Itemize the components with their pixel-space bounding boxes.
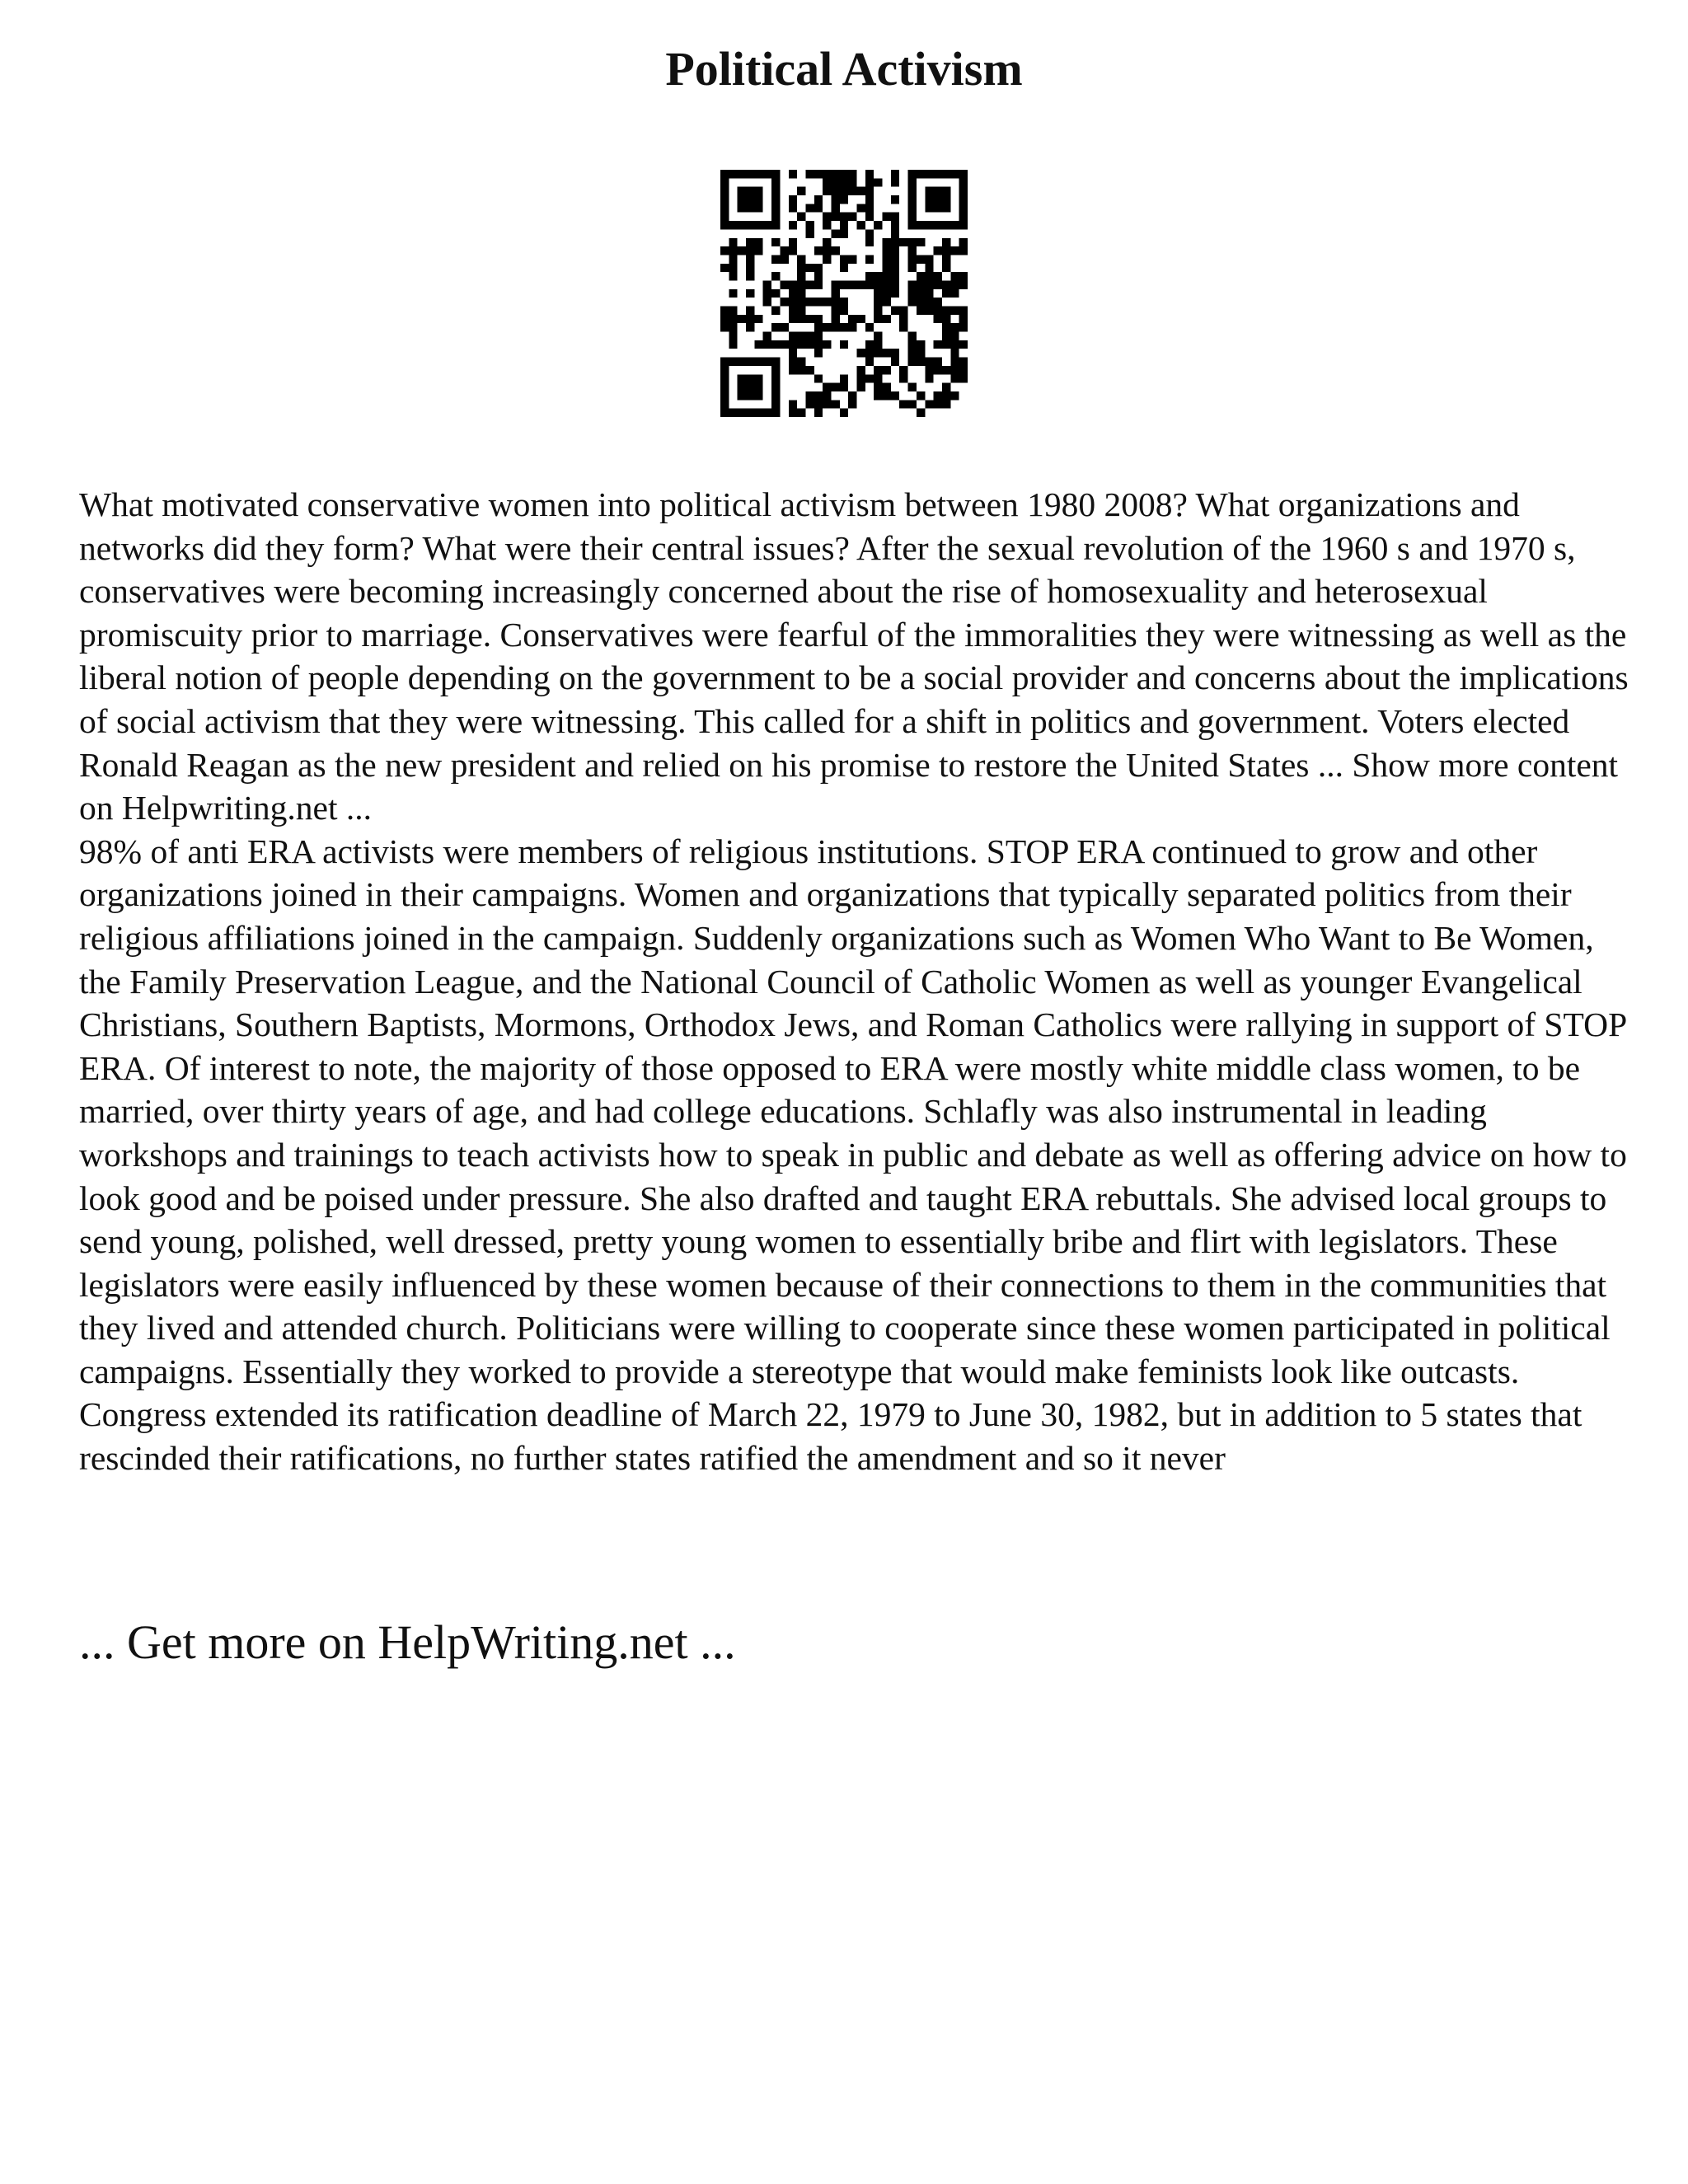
qr-code	[720, 170, 968, 417]
qr-code-graphic	[720, 170, 968, 417]
paragraph-2: 98% of anti ERA activists were members of religious institutions. STOP ERA continued to grow and other organizations joined in their campaigns. Women and organizations that typically separated politics from their religious affiliations joined in the campaign. Suddenly organizations such as Women Who Want to Be Women, the Family Preservation League, and the National Council of Catholic Women as well as younger Evangelical Christians, Southern Baptists, Mormons, Orthodox Jews, and Roman Catholics were rallying in support of STOP ERA. Of interest to note, the majority of those opposed to ERA were mostly white middle class women, to be married, over thirty years of age, and had college educations. Schlafly was also instrumental in leading workshops and trainings to teach activists how to speak in public and debate as well as offering advice on how to look good and be poised under pressure. She also drafted and taught ERA rebuttals. She advised local groups to send young, polished, well dressed, pretty young women to essentially bribe and flirt with legislators. These legislators were easily influenced by these women because of their connections to them in the communities that they lived and attended church. Politicians were willing to cooperate since these women participated in political campaigns. Essentially they worked to provide a stereotype that would make feminists look like outcasts. Congress extended its ratification deadline of March 22, 1979 to June 30, 1982, but in addition to 5 states that rescinded their ratifications, no further states ratified the amendment and so it never	[79, 832, 1627, 1478]
article-body	[79, 483, 1629, 1480]
qr-finder-top-left	[720, 170, 780, 229]
paragraph-1: What motivated conservative women into political activism between 1980 2008? What organizations and networks did they form? What were their central issues? After the sexual revolution of the 1960 s and 1970 s, conservatives were becoming increasingly concerned about the rise of homosexuality and heterosexual promiscuity prior to marriage. Conservatives were fearful of the immoralities they were witnessing as well as the liberal notion of people depending on the government to be a social provider and concerns about the implications of social activism that they were witnessing. This called for a shift in politics and government. Voters elected Ronald Reagan as the new president and relied on his promise to restore the United States ... Show more content on Helpwriting.net ...	[79, 485, 1629, 827]
get-more-link[interactable]: ... Get more on HelpWriting.net ...	[79, 1615, 736, 1669]
qr-finder-top-right	[908, 170, 968, 229]
page-title: Political Activism	[665, 42, 1023, 96]
qr-finder-bottom-left	[720, 358, 780, 417]
